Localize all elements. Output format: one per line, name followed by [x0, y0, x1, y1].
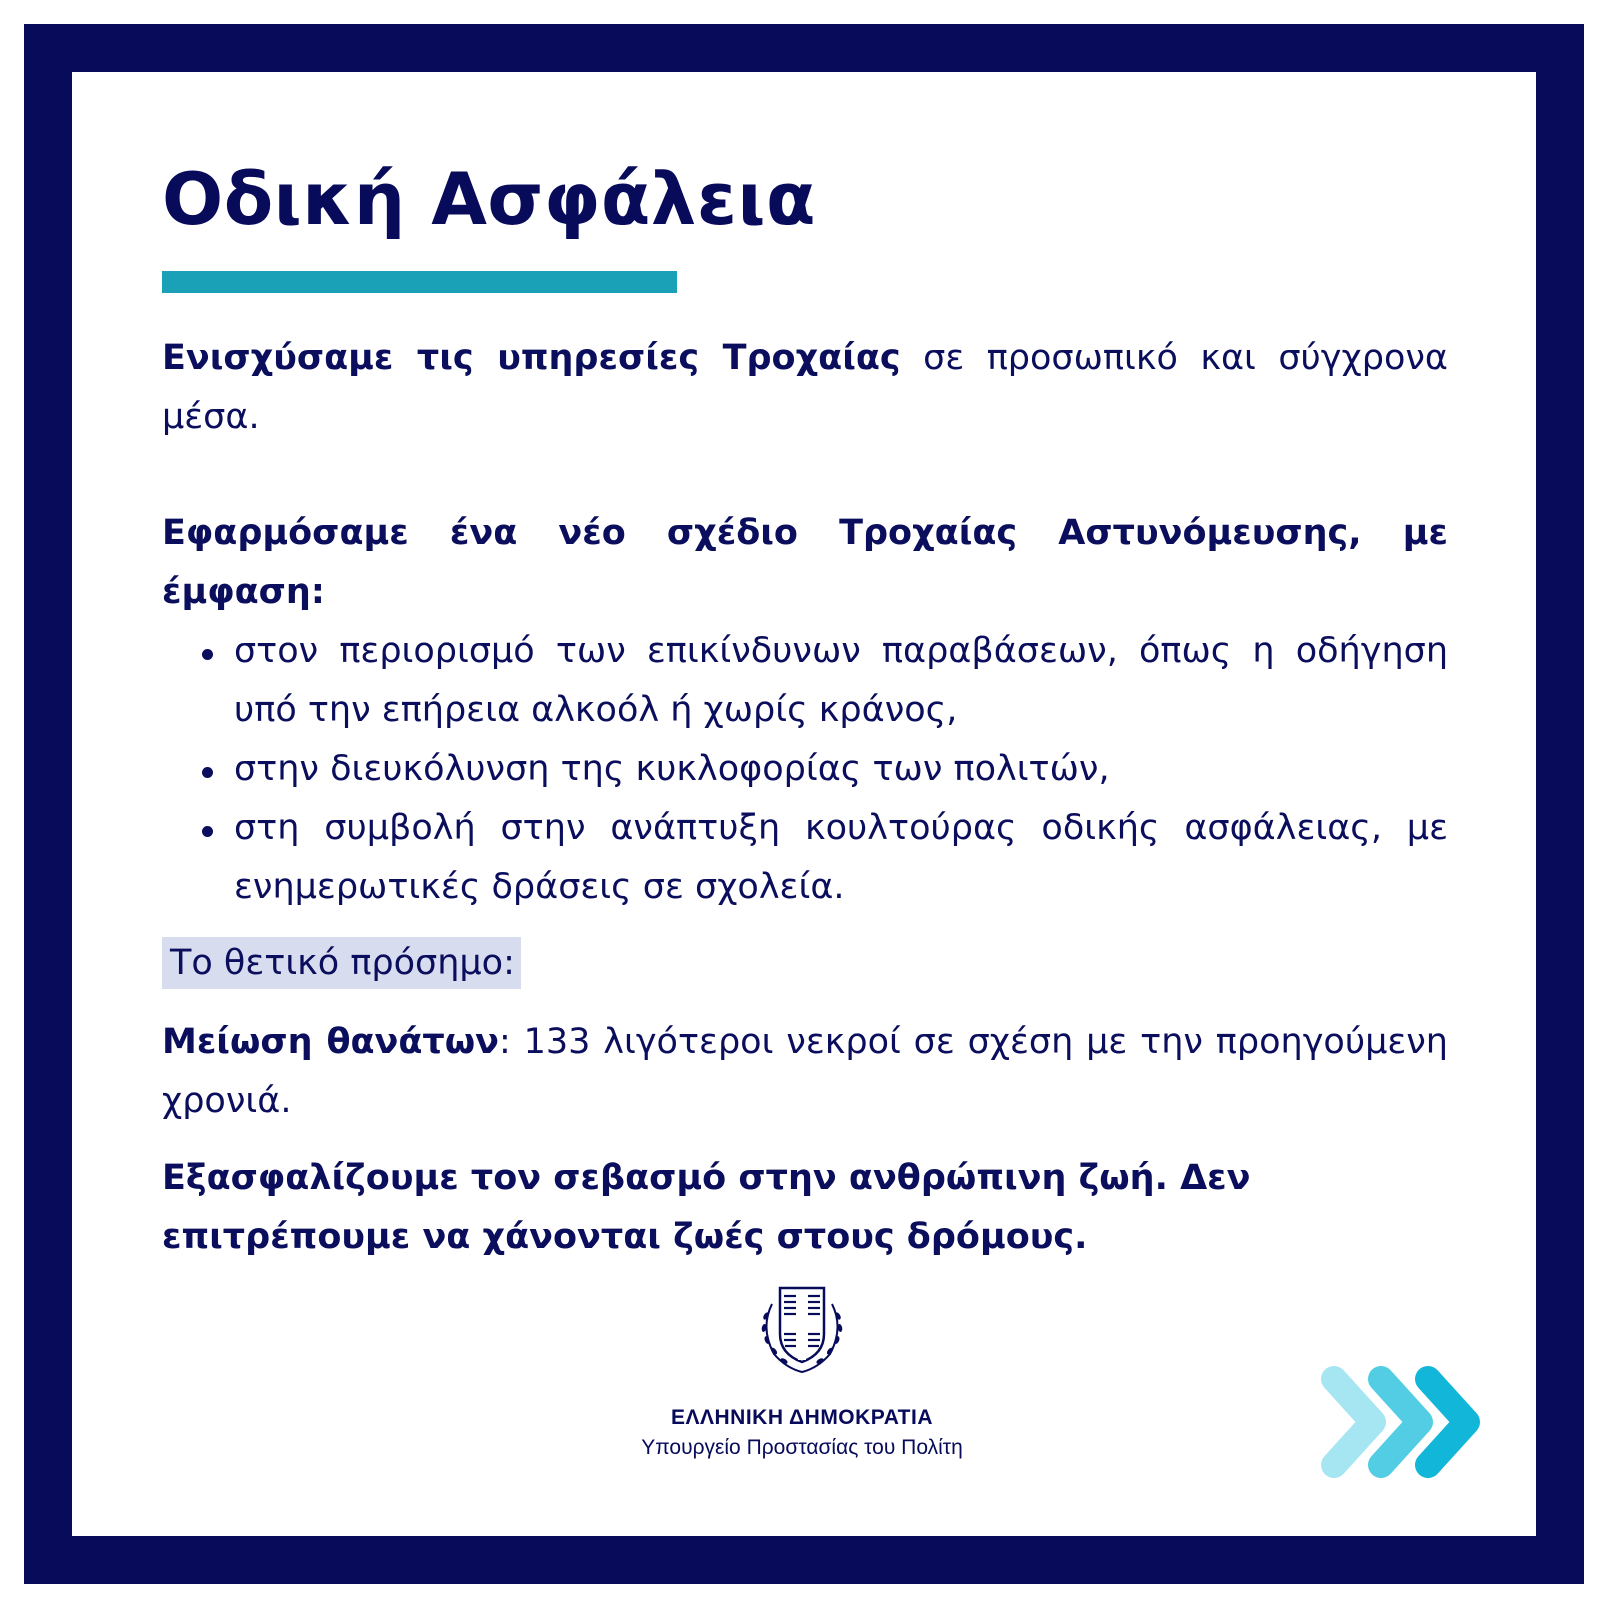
list-item [162, 622, 1448, 740]
positive-sign-label: Το θετικό πρόσημο: [162, 937, 521, 989]
list-item-text: στη συμβολή στην ανάπτυξη κουλτούρας οδικής ασφάλειας, με ενημερωτικές δράσεις σε σχολεία. [234, 808, 1448, 908]
highlight-row [162, 937, 1448, 989]
paragraph-services-bold: Ενισχύσαμε τις υπηρεσίες Τροχαίας [162, 338, 901, 379]
triple-chevron-right-icon [1318, 1364, 1488, 1480]
paragraph-services [162, 329, 1448, 447]
paragraph-services-text: σε προσωπικό και σύγχρονα μέσα. [162, 338, 1448, 438]
main-content [162, 157, 1448, 1267]
paragraph-deaths-bold: Μείωση θανάτων [162, 1022, 500, 1063]
list-item-text: στον περιορισμό των επικίνδυνων παραβάσεων, όπως η οδήγηση υπό την επήρεια αλκοόλ ή χωρίς κράνος, [234, 631, 1448, 731]
paragraph-deaths [162, 1013, 1448, 1131]
list-item [162, 799, 1448, 917]
organization-name: ΕΛΛΗΝΙΚΗ ΔΗΜΟΚΡΑΤΙΑ [670, 1406, 934, 1429]
emphasis-list [162, 622, 1448, 917]
bullet-icon [202, 767, 213, 778]
ministry-name: Υπουργείο Προστασίας του Πολίτη [641, 1436, 963, 1459]
greek-coat-of-arms-icon [752, 1276, 852, 1376]
paragraph-deaths-text: : 133 λιγότεροι νεκροί σε σχέση με την προηγούμενη χρονιά. [162, 1022, 1448, 1122]
paragraph-plan: Εφαρμόσαμε ένα νέο σχέδιο Τροχαίας Αστυνόμευσης, με έμφαση: [162, 513, 1448, 613]
page-title: Οδική Ασφάλεια [162, 157, 816, 241]
bullet-icon [202, 649, 213, 660]
list-item [162, 740, 1448, 799]
title-underline [162, 271, 677, 293]
list-item-text: στην διευκόλυνση της κυκλοφορίας των πολιτών, [234, 749, 1110, 790]
bullet-icon [202, 826, 213, 837]
closing-statement: Εξασφαλίζουμε τον σεβασμό στην ανθρώπινη ζωή. Δεν επιτρέπουμε να χάνονται ζωές στους δρόμους. [162, 1158, 1251, 1258]
